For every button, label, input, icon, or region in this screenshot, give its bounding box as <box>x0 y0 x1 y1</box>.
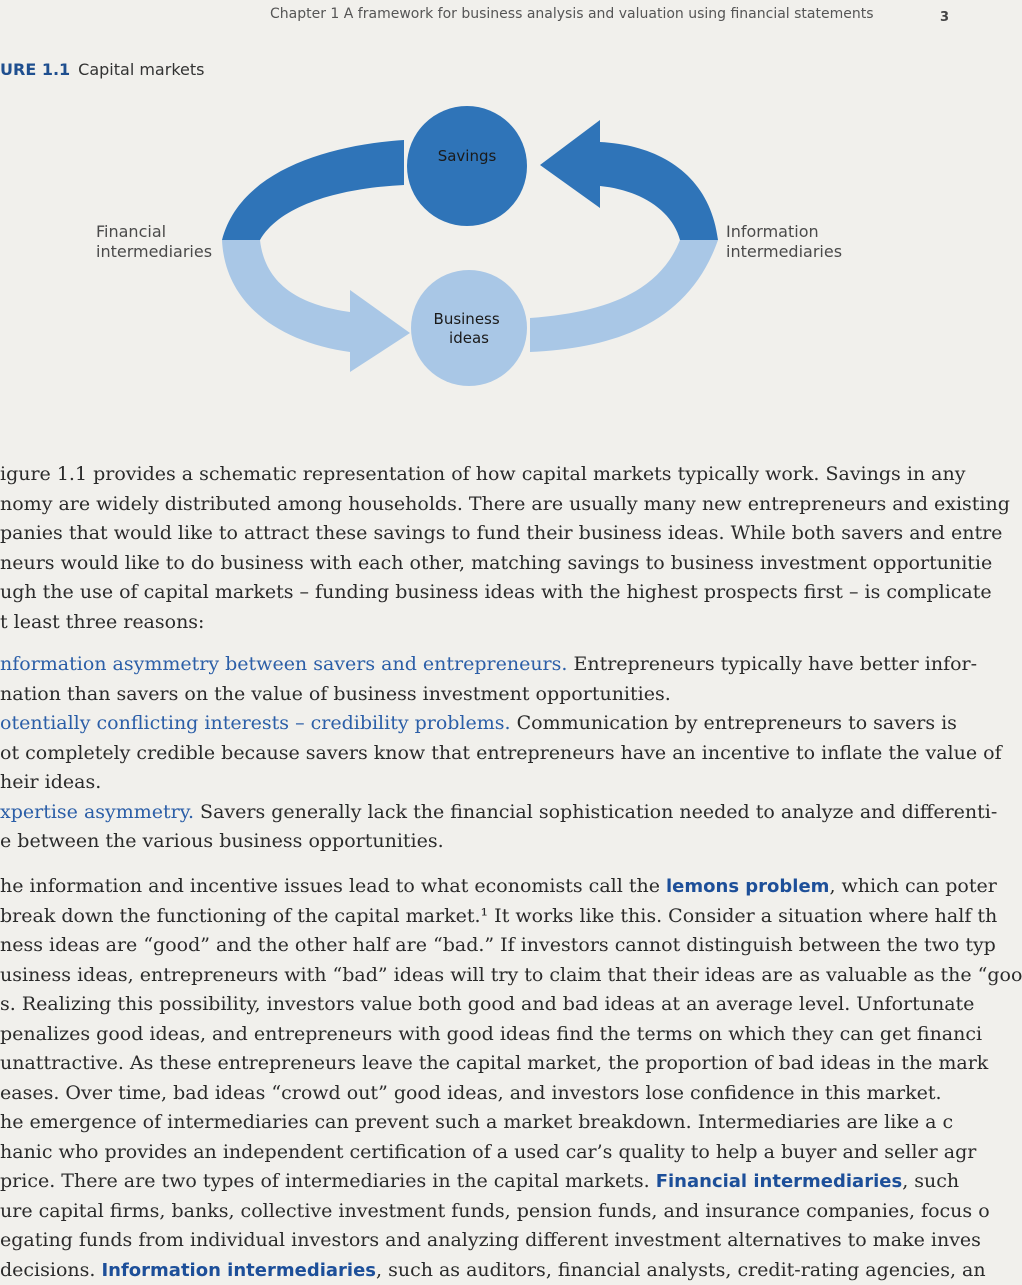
business-ideas-node <box>411 270 527 386</box>
financial-intermediaries-line1: Financial <box>96 222 212 242</box>
intermediaries-line-3 <box>0 1167 960 1197</box>
text-span: decisions. <box>0 1259 101 1281</box>
financial-intermediaries-line2: intermediaries <box>96 242 212 262</box>
reason-2-heading: otentially conflicting interests – credibility problems. <box>0 712 511 734</box>
information-intermediaries-term: Information intermediaries <box>101 1260 376 1281</box>
text-line: ure capital firms, banks, collective investment funds, pension funds, and insurance companies, focus o <box>0 1197 960 1227</box>
reason-3-heading: xpertise asymmetry. <box>0 801 194 823</box>
page-number: 3 <box>940 10 949 25</box>
text-line: penalizes good ideas, and entrepreneurs with good ideas find the terms on which they can get financi <box>0 1020 960 1050</box>
paragraph-intro <box>0 460 960 637</box>
text-line: t least three reasons: <box>0 608 960 638</box>
text-line: hanic who provides an independent certification of a used car’s quality to help a buyer and seller agr <box>0 1138 960 1168</box>
text-line: e between the various business opportunities. <box>0 827 960 857</box>
running-header: Chapter 1 A framework for business analysis and valuation using financial statements <box>270 6 874 22</box>
text-span: price. There are two types of intermediaries in the capital markets. <box>0 1170 656 1192</box>
text-line: usiness ideas, entrepreneurs with “bad” ideas will try to claim that their ideas are as valuable as the “goo <box>0 961 960 991</box>
information-intermediaries-line1: Information <box>726 222 842 242</box>
text-span: , such <box>902 1170 959 1192</box>
text-line: nomy are widely distributed among households. There are usually many new entrepreneurs and existing <box>0 490 960 520</box>
reasons-list <box>0 650 960 857</box>
lemons-line-1 <box>0 872 960 902</box>
text-line: panies that would like to attract these savings to fund their business ideas. While both savers and entre <box>0 519 960 549</box>
savings-node <box>407 106 527 226</box>
financial-intermediaries-label <box>96 222 212 262</box>
reason-1-heading: nformation asymmetry between savers and entrepreneurs. <box>0 653 567 675</box>
reason-2-line <box>0 709 960 739</box>
information-intermediaries-arrow-top <box>540 120 718 240</box>
figure-title <box>0 60 204 79</box>
text-line: nation than savers on the value of business investment opportunities. <box>0 680 960 710</box>
information-intermediaries-label <box>726 222 842 262</box>
paragraph-intermediaries <box>0 1108 960 1285</box>
figure-label: URE 1.1 <box>0 60 70 79</box>
text-line: ugh the use of capital markets – funding business ideas with the highest prospects first – is complicate <box>0 578 960 608</box>
savings-label: Savings <box>438 147 497 165</box>
text-line: ot completely credible because savers know that entrepreneurs have an incentive to inflate the value of <box>0 739 960 769</box>
reason-1-text: Entrepreneurs typically have better infor- <box>567 653 977 675</box>
lemons-problem-term: lemons problem <box>666 876 829 897</box>
information-intermediaries-line2: intermediaries <box>726 242 842 262</box>
text-line: egating funds from individual investors and analyzing different investment alternatives to make inves <box>0 1226 960 1256</box>
text-line: s. Realizing this possibility, investors value both good and bad ideas at an average level. Unfortunate <box>0 990 960 1020</box>
text-span: , which can poter <box>829 875 996 897</box>
text-line: eases. Over time, bad ideas “crowd out” good ideas, and investors lose confidence in this market. <box>0 1079 960 1109</box>
text-line: break down the functioning of the capital market.¹ It works like this. Consider a situation where half th <box>0 902 960 932</box>
reason-1-line <box>0 650 960 680</box>
financial-intermediaries-term: Financial intermediaries <box>656 1171 902 1192</box>
financial-intermediaries-arrow-bottom <box>222 240 410 372</box>
text-line: unattractive. As these entrepreneurs leave the capital market, the proportion of bad ideas in the mark <box>0 1049 960 1079</box>
text-line: heir ideas. <box>0 768 960 798</box>
text-line: igure 1.1 provides a schematic representation of how capital markets typically work. Savings in any <box>0 460 960 490</box>
intermediaries-line-6 <box>0 1256 960 1285</box>
reason-2-text: Communication by entrepreneurs to savers is <box>511 712 957 734</box>
text-span: he information and incentive issues lead to what economists call the <box>0 875 666 897</box>
text-line: he emergence of intermediaries can prevent such a market breakdown. Intermediaries are like a c <box>0 1108 960 1138</box>
text-line: ness ideas are “good” and the other half are “bad.” If investors cannot distinguish between the two typ <box>0 931 960 961</box>
reason-3-line <box>0 798 960 828</box>
information-intermediaries-arrow-bottom <box>530 240 718 352</box>
figure-name: Capital markets <box>78 60 204 79</box>
business-ideas-label: Business ideas <box>434 310 505 347</box>
reason-3-text: Savers generally lack the financial sophistication needed to analyze and differenti- <box>194 801 997 823</box>
text-line: neurs would like to do business with each other, matching savings to business investment opportunitie <box>0 549 960 579</box>
paragraph-lemons <box>0 872 960 1108</box>
text-span: , such as auditors, financial analysts, credit-rating agencies, an <box>376 1259 986 1281</box>
financial-intermediaries-arrow-top <box>222 140 404 240</box>
capital-markets-diagram <box>0 90 960 440</box>
